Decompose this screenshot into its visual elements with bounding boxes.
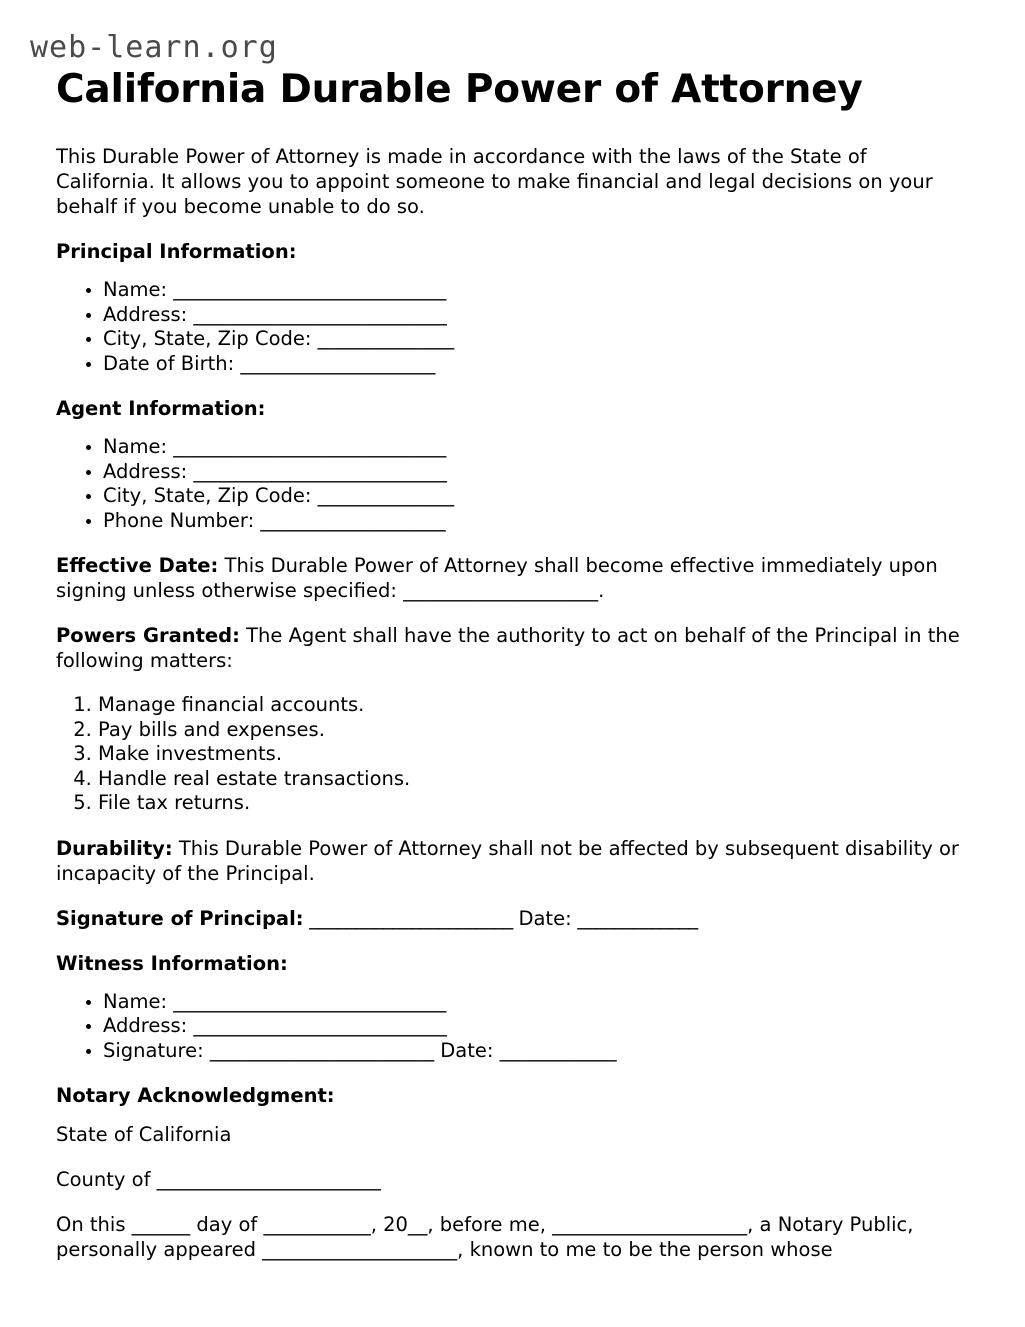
list-item: 5. File tax returns. (98, 791, 968, 816)
durability-paragraph (56, 836, 968, 886)
list-item: 4. Handle real estate transactions. (98, 767, 968, 792)
notary-state-line: State of California (56, 1123, 232, 1146)
principal-information-heading: Principal Information: (56, 240, 297, 263)
list-item: 3. Make investments. (98, 742, 968, 767)
effective-date-text: This Durable Power of Attorney shall become effective immediately upon signing unless otherwise specified: ____________________. (56, 554, 938, 602)
list-item: • Name: ____________________________ (103, 435, 968, 460)
powers-granted-paragraph (56, 623, 968, 673)
list-item: • Signature: _______________________ Date: ____________ (103, 1039, 968, 1064)
powers-granted-text: The Agent shall have the authority to act on behalf of the Principal in the following matters: (56, 624, 960, 672)
list-item: • Name: ____________________________ (103, 990, 968, 1015)
list-item: • Date of Birth: ____________________ (103, 352, 968, 377)
list-item: • Phone Number: ___________________ (103, 509, 968, 534)
powers-granted-label: Powers Granted: (56, 624, 240, 647)
principal-information-fields (56, 278, 968, 376)
durability-label: Durability: (56, 836, 173, 860)
signature-date-label: Date: (518, 906, 572, 930)
list-item: • Address: __________________________ (103, 303, 968, 328)
intro-paragraph: This Durable Power of Attorney is made in accordance with the laws of the State of California. It allows you to appoint someone to make financial and legal decisions on your behalf if you become unable to do so. (56, 145, 933, 218)
list-item: • Name: ____________________________ (103, 278, 968, 303)
list-item: 2. Pay bills and expenses. (98, 718, 968, 743)
durability-text: This Durable Power of Attorney shall not be affected by subsequent disability or incapacity of the Principal. (56, 836, 959, 885)
document-body (56, 144, 968, 1262)
powers-granted-list (56, 693, 968, 816)
list-item: • Address: __________________________ (103, 1014, 968, 1039)
witness-information-fields (56, 990, 968, 1064)
list-item: • City, State, Zip Code: ______________ (103, 327, 968, 352)
list-item: 1. Manage financial accounts. (98, 693, 968, 718)
list-item: • City, State, Zip Code: ______________ (103, 484, 968, 509)
site-watermark: web-learn.org (30, 30, 278, 65)
list-item: • Address: __________________________ (103, 460, 968, 485)
signature-date-blank[interactable]: _____________ (571, 906, 698, 930)
notary-acknowledgment-heading: Notary Acknowledgment: (56, 1084, 335, 1107)
signature-of-principal-line (56, 906, 968, 931)
witness-information-heading: Witness Information: (56, 951, 288, 975)
notary-statement-paragraph: On this ______ day of ___________, 20__, before me, ____________________, a Notary Public, personally appeared ____________________, known to me to be the person whose (56, 1213, 914, 1261)
signature-of-principal-label: Signature of Principal: (56, 906, 304, 930)
notary-county-line: County of _______________________ (56, 1168, 381, 1191)
effective-date-paragraph (56, 553, 968, 603)
page-title: California Durable Power of Attorney (56, 67, 863, 112)
effective-date-label: Effective Date: (56, 554, 219, 577)
agent-information-fields (56, 435, 968, 533)
signature-of-principal-blank[interactable]: ______________________ (303, 906, 519, 930)
agent-information-heading: Agent Information: (56, 397, 266, 420)
